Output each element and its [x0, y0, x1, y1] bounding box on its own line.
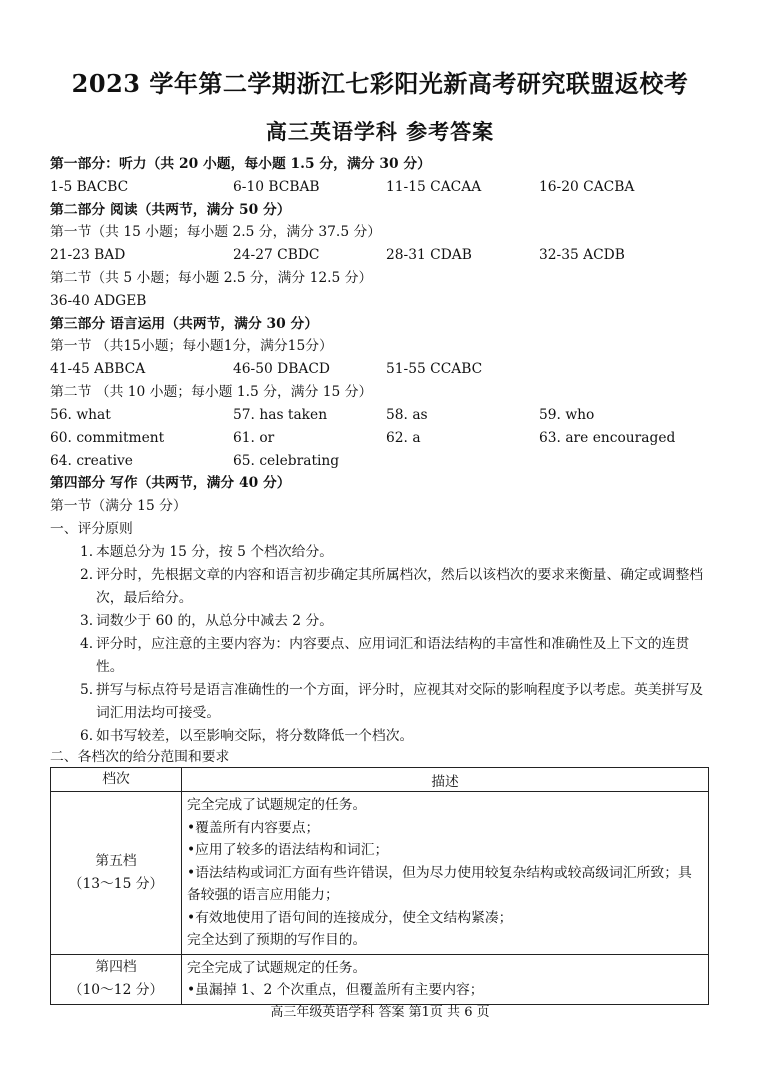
description-line: 完全完成了试题规定的任务。	[187, 797, 367, 813]
blank-answer: 63. are encouraged	[539, 430, 676, 446]
principle-item	[80, 564, 710, 610]
blank-answer: 61. or	[233, 430, 275, 446]
blank-answer: 57. has taken	[233, 407, 328, 423]
principle-item	[80, 610, 710, 633]
description-line: 完全达到了预期的写作目的。	[187, 932, 367, 948]
description-line: 完全完成了试题规定的任务。	[187, 959, 367, 976]
principle-number: 1.	[80, 544, 94, 560]
answer-group: 32-35 ACDB	[539, 247, 625, 263]
part2-section2-answers	[50, 290, 730, 312]
level-name: 第五档	[95, 852, 137, 869]
principle-text: 如书写较差，以至影响交际，将分数降低一个档次。	[96, 728, 414, 744]
table-row	[51, 954, 709, 1004]
level-name: 第四档	[95, 959, 137, 975]
level-range: （13～15 分）	[68, 875, 164, 892]
table-header-row	[51, 768, 709, 792]
description-line: •有效地使用了语句间的连接成分，使全文结构紧凑；	[187, 909, 513, 926]
part1-answers	[50, 176, 730, 198]
answer-group: 24-27 CBDC	[233, 247, 320, 263]
principle-item	[80, 541, 710, 564]
page-title: 2023 学年第二学期浙江七彩阳光新高考研究联盟返校考	[71, 69, 689, 98]
part2-section2-heading: 第二节（共 5 小题；每小题 2.5 分，满分 12.5 分）	[50, 270, 373, 286]
principle-item	[80, 633, 710, 679]
description-line: •应用了较多的语法结构和词汇；	[187, 842, 389, 858]
principle-number: 4.	[80, 636, 94, 652]
description-line: •虽漏掉 1、2 个次重点，但覆盖所有主要内容；	[187, 982, 484, 998]
blank-answer: 64. creative	[50, 453, 133, 469]
blank-answer: 59. who	[539, 407, 595, 423]
part3-section2-row	[50, 427, 730, 449]
level-cell	[51, 954, 182, 1004]
answer-group: 36-40 ADGEB	[50, 293, 147, 309]
principles-title: 一、评分原则	[50, 521, 133, 537]
principle-item	[80, 725, 710, 748]
answer-group: 41-45 ABBCA	[50, 361, 146, 377]
table-row	[51, 792, 709, 955]
answer-group: 1-5 BACBC	[50, 179, 129, 195]
principle-number: 2.	[80, 567, 94, 583]
blank-answer: 56. what	[50, 407, 111, 423]
blank-answer: 62. a	[386, 430, 421, 446]
answer-group: 6-10 BCBAB	[233, 179, 320, 195]
description-line: •覆盖所有内容要点；	[187, 819, 320, 836]
ranges-title: 二、各档次的给分范围和要求	[50, 749, 230, 765]
page-footer: 高三年级英语学科 答案 第1页 共 6 页	[270, 1005, 490, 1020]
principle-text: 评分时，应注意的主要内容为：内容要点、应用词汇和语法结构的丰富性和准确性及上下文的连贯性。	[96, 636, 690, 675]
blank-answer: 65. celebrating	[233, 453, 340, 469]
page-subtitle: 高三英语学科 参考答案	[265, 119, 495, 144]
blank-answer: 58. as	[386, 407, 428, 423]
part3-section1-heading: 第一节 （共15小题；每小题1分，满分15分）	[50, 338, 333, 354]
part4-section1-heading: 第一节（满分 15 分）	[50, 498, 187, 514]
answer-group: 51-55 CCABC	[386, 361, 483, 377]
description-cell	[182, 792, 709, 955]
principle-text: 拼写与标点符号是语言准确性的一个方面，评分时，应视其对交际的影响程度予以考虑。英美拼写及词汇用法均可接受。	[96, 682, 704, 721]
scoring-table	[50, 767, 709, 1005]
part2-section1-answers	[50, 244, 730, 266]
part3-section2-row	[50, 450, 730, 472]
part4-heading: 第四部分 写作（共两节，满分 40 分）	[50, 475, 291, 491]
column-header-level: 档次	[51, 768, 182, 792]
principle-item	[80, 679, 710, 725]
answer-group: 11-15 CACAA	[386, 179, 482, 195]
principle-number: 5.	[80, 682, 94, 698]
part2-section1-heading: 第一节（共 15 小题；每小题 2.5 分，满分 37.5 分）	[50, 224, 382, 240]
column-header-description: 描述	[182, 768, 709, 792]
level-cell	[51, 792, 182, 955]
principle-number: 6.	[80, 728, 94, 744]
level-range: （10～12 分）	[68, 982, 164, 998]
answer-group: 28-31 CDAB	[386, 247, 472, 263]
principle-text: 评分时，先根据文章的内容和语言初步确定其所属档次，然后以该档次的要求来衡量、确定或调整档次，最后给分。	[96, 567, 704, 606]
answer-group: 16-20 CACBA	[539, 179, 635, 195]
principle-number: 3.	[80, 613, 94, 629]
description-cell	[182, 954, 709, 1004]
part3-section1-answers	[50, 358, 730, 380]
principle-text: 词数少于 60 的，从总分中减去 2 分。	[96, 613, 334, 629]
answer-group: 21-23 BAD	[50, 247, 126, 263]
principle-text: 本题总分为 15 分，按 5 个档次给分。	[96, 544, 334, 560]
part3-section2-heading: 第二节 （共 10 小题；每小题 1.5 分，满分 15 分）	[50, 384, 373, 400]
blank-answer: 60. commitment	[50, 430, 165, 446]
part1-heading: 第一部分：听力（共 20 小题，每小题 1.5 分，满分 30 分）	[50, 156, 431, 172]
part3-section2-row	[50, 404, 730, 426]
part2-heading: 第二部分 阅读（共两节，满分 50 分）	[50, 202, 291, 218]
part3-heading: 第三部分 语言运用（共两节，满分 30 分）	[50, 316, 319, 332]
description-line: •语法结构或词汇方面有些许错误，但为尽力使用较复杂结构或较高级词汇所致；具备较强的语言应用能力；	[187, 864, 692, 903]
answer-group: 46-50 DBACD	[233, 361, 330, 377]
